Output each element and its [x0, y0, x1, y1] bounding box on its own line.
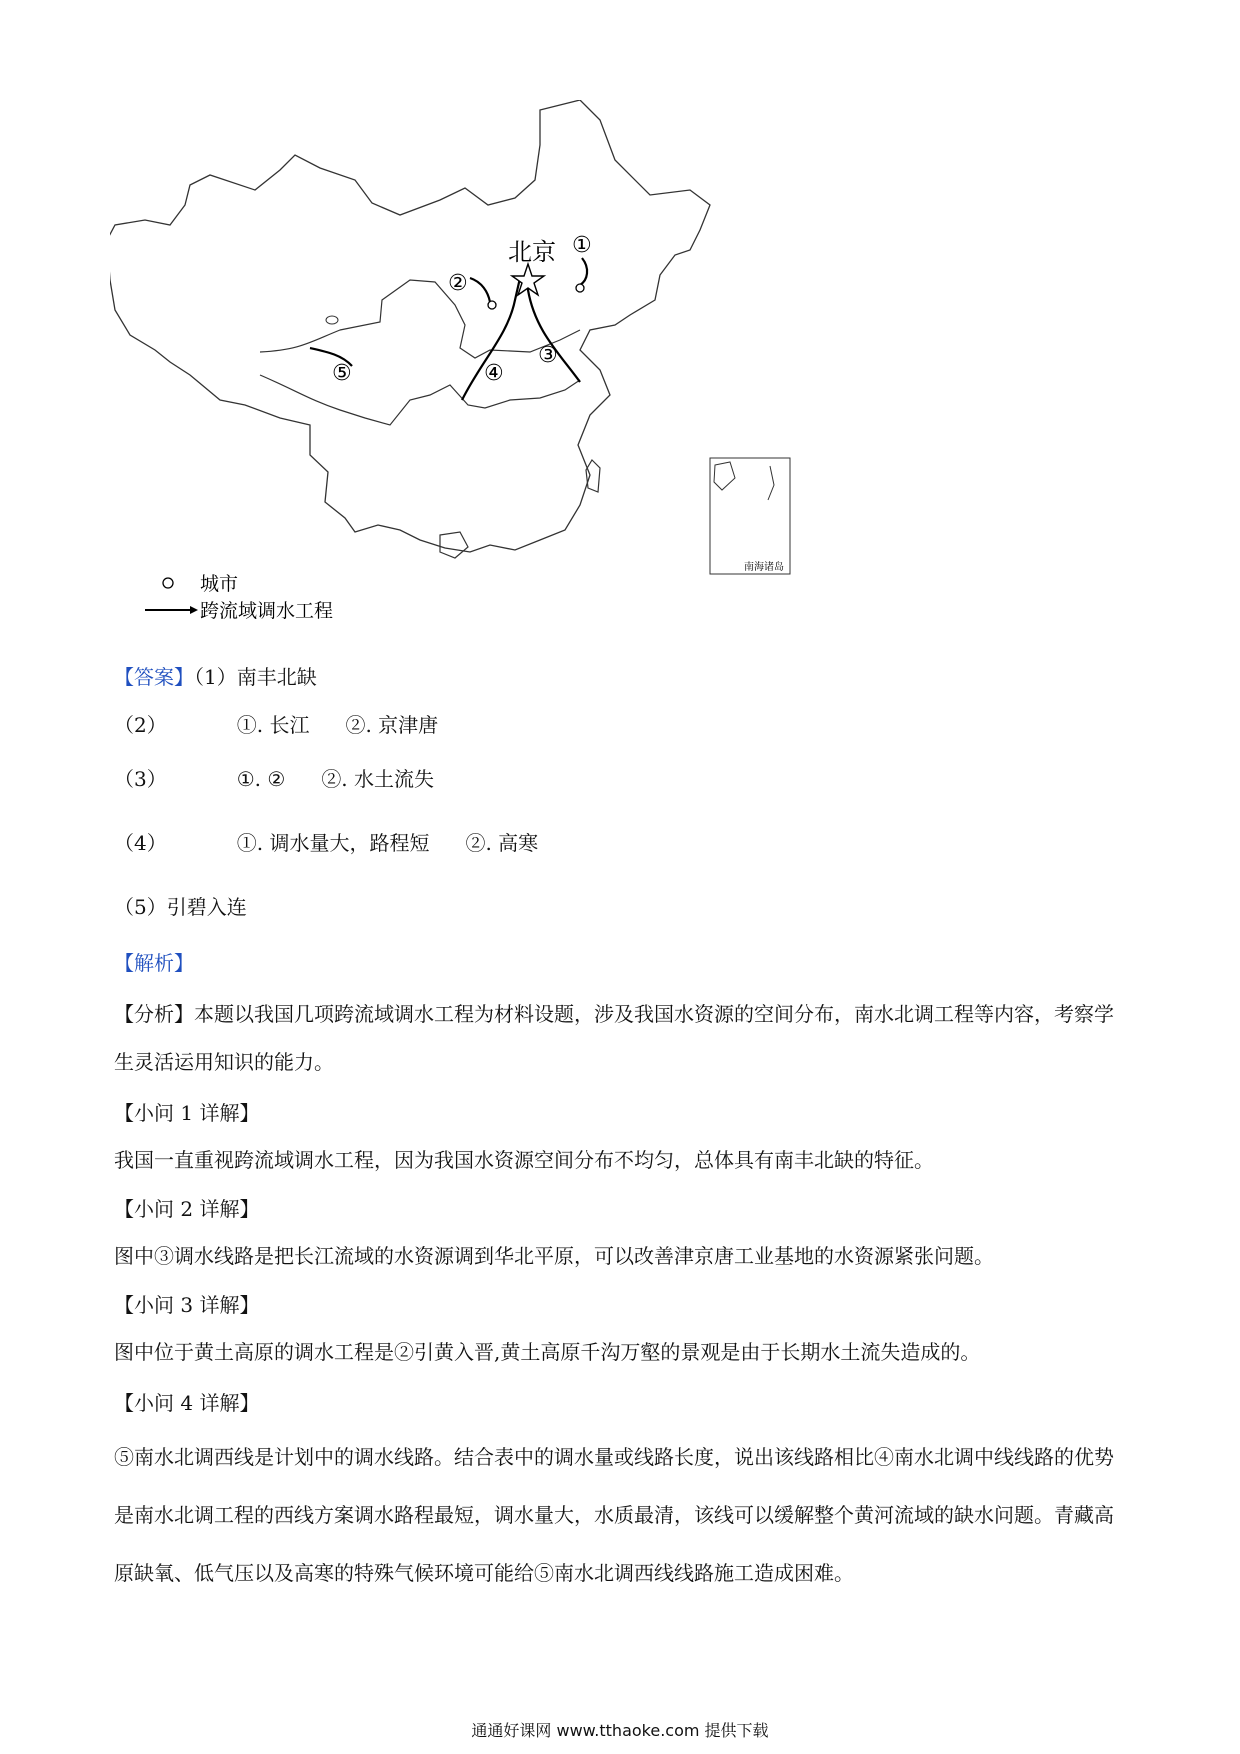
answer-line-2 — [114, 712, 438, 738]
answer-line-3 — [114, 766, 434, 792]
inset-coast — [714, 462, 774, 500]
answer-q2-a: ①. 长江 — [236, 713, 310, 737]
city-marker-2 — [488, 301, 496, 309]
section-4-title: 【小问 4 详解】 — [114, 1391, 260, 1415]
answer-line-5 — [114, 894, 247, 920]
answer-line-4 — [114, 830, 538, 856]
answer-tag: 【答案】 — [114, 665, 194, 689]
answer-line-1 — [114, 664, 317, 690]
legend-arrowhead-icon — [190, 606, 198, 614]
china-water-transfer-map — [110, 100, 830, 650]
route-marker-3: ③ — [538, 343, 558, 368]
answer-q2-b: ②. 京津唐 — [345, 713, 439, 737]
legend-city-label: 城市 — [200, 573, 239, 595]
section-4-text: ⑤南水北调西线是计划中的调水线路。结合表中的调水量或线路长度，说出该线路相比④南水北调中线线路的优势是南水北调工程的西线方案调水路程最短，调水量大，水质最清，该线可以缓解整个黄河流域的缺水问题。青藏高原缺氧、低气压以及高寒的特殊气候环境可能给⑤南水北调西线线路施工造成困难。 — [114, 1445, 1114, 1585]
answer-q4-b: ②. 高寒 — [465, 831, 539, 855]
section-2-title: 【小问 2 详解】 — [114, 1197, 260, 1221]
legend-project-label: 跨流域调水工程 — [200, 600, 334, 622]
route-2 — [470, 278, 490, 302]
analysis-intro: 【分析】本题以我国几项跨流域调水工程为材料设题，涉及我国水资源的空间分布，南水北调工程等内容，考察学生灵活运用知识的能力。 — [114, 1002, 1114, 1074]
page-footer: 通通好课网 www.tthaoke.com 提供下载 — [471, 1721, 769, 1740]
route-marker-5: ⑤ — [332, 361, 352, 386]
beijing-label: 北京 — [508, 238, 556, 266]
route-1 — [580, 258, 587, 285]
section-3-title: 【小问 3 详解】 — [114, 1293, 260, 1317]
section-1-text: 我国一直重视跨流域调水工程，因为我国水资源空间分布不均匀，总体具有南丰北缺的特征。 — [114, 1148, 934, 1172]
section-1-title: 【小问 1 详解】 — [114, 1101, 260, 1125]
section-3-text: 图中位于黄土高原的调水工程是②引黄入晋,黄土高原千沟万壑的景观是由于长期水土流失造成的。 — [114, 1340, 981, 1364]
analysis-tag: 【解析】 — [114, 951, 194, 975]
answer-q4-a: ①. 调水量大，路程短 — [236, 831, 430, 855]
answer-q1: （1）南丰北缺 — [194, 665, 317, 689]
qinghai-lake — [326, 316, 338, 324]
route-marker-4: ④ — [484, 361, 504, 386]
answer-q5: （5）引碧入连 — [114, 895, 247, 919]
answer-q3-b: ②. 水土流失 — [321, 767, 435, 791]
answer-q4-num: （4） — [114, 831, 167, 855]
yellow-river — [260, 280, 580, 358]
taiwan-island — [586, 460, 600, 492]
answer-q3-a: ①. ② — [236, 767, 286, 791]
section-2-text: 图中③调水线路是把长江流域的水资源调到华北平原，可以改善津京唐工业基地的水资源紧张问题。 — [114, 1244, 994, 1268]
answer-q3-num: （3） — [114, 767, 167, 791]
map-svg — [110, 100, 830, 650]
inset-label: 南海诸岛 — [744, 562, 784, 573]
hainan-island — [440, 532, 468, 558]
yangtze-river — [260, 375, 580, 425]
south-china-sea-inset — [710, 458, 790, 574]
answer-q2-num: （2） — [114, 713, 167, 737]
china-outline — [110, 100, 710, 552]
route-marker-1: ① — [572, 233, 592, 258]
legend-city-icon — [163, 578, 173, 588]
route-marker-2: ② — [448, 271, 468, 296]
city-marker-1 — [576, 284, 584, 292]
